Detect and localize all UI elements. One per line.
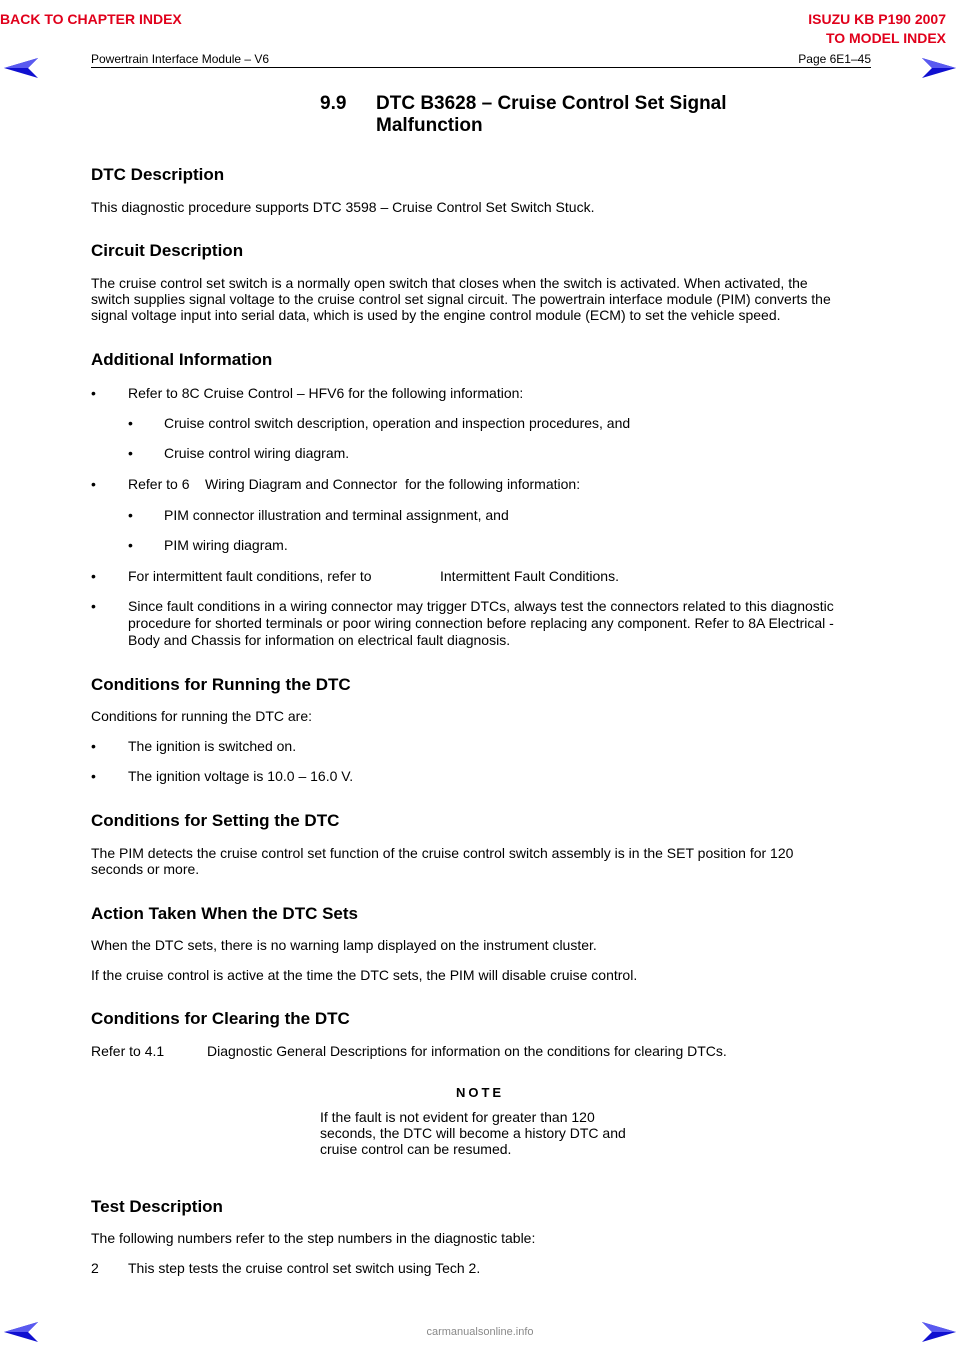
conditions-clearing-reference: Refer to 4.1 bbox=[91, 1043, 165, 1059]
heading-conditions-setting: Conditions for Setting the DTC bbox=[91, 811, 340, 830]
circuit-description-line: signal voltage input into serial data, which is used by the engine control module (ECM) to set the vehicle speed. bbox=[91, 307, 781, 323]
bullet-icon: • bbox=[128, 445, 133, 461]
circuit-description-line: The cruise control set switch is a normally open switch that closes when the switch is activated. When activated, the bbox=[91, 275, 808, 291]
header-right: Page 6E1–45 bbox=[798, 52, 871, 66]
page-title-line-2: Malfunction bbox=[376, 115, 483, 136]
additional-info-sub-bullet: Cruise control switch description, operation and inspection procedures, and bbox=[164, 415, 631, 431]
heading-additional-information: Additional Information bbox=[91, 350, 273, 369]
footer-watermark: carmanualsonline.info bbox=[426, 1326, 534, 1338]
heading-conditions-running: Conditions for Running the DTC bbox=[91, 675, 351, 694]
model-title-link[interactable]: ISUZU KB P190 2007 bbox=[808, 11, 946, 27]
additional-info-sub-bullet: PIM wiring diagram. bbox=[164, 537, 288, 553]
to-model-index-link[interactable]: TO MODEL INDEX bbox=[825, 30, 946, 46]
additional-info-sub-bullet: PIM connector illustration and terminal assignment, and bbox=[164, 507, 509, 523]
heading-action-taken: Action Taken When the DTC Sets bbox=[91, 904, 358, 923]
conditions-setting-line: The PIM detects the cruise control set function of the cruise control switch assembly is in the SET position for 120 bbox=[91, 845, 794, 861]
page-title-line-1: DTC B3628 – Cruise Control Set Signal bbox=[376, 93, 727, 114]
action-taken-text: When the DTC sets, there is no warning lamp displayed on the instrument cluster. bbox=[91, 937, 597, 953]
circuit-description-line: switch supplies signal voltage to the cruise control set signal circuit. The powertrain interface module (PIM) converts the bbox=[91, 291, 831, 307]
test-step-text: This step tests the cruise control set switch using Tech 2. bbox=[128, 1260, 481, 1276]
additional-info-bullet: Refer to 6 Wiring Diagram and Connector for the following information: bbox=[128, 476, 581, 492]
conditions-running-bullet: The ignition is switched on. bbox=[128, 738, 297, 754]
heading-dtc-description: DTC Description bbox=[91, 165, 225, 184]
bullet-icon: • bbox=[91, 768, 96, 784]
bullet-icon: • bbox=[91, 385, 96, 401]
intermittent-fault-conditions-reference: Intermittent Fault Conditions. bbox=[440, 568, 619, 584]
previous-page-arrow-icon[interactable] bbox=[4, 58, 38, 78]
conditions-clearing-text: Diagnostic General Descriptions for information on the conditions for clearing DTCs. bbox=[207, 1043, 727, 1059]
heading-conditions-clearing: Conditions for Clearing the DTC bbox=[91, 1009, 350, 1028]
conditions-running-intro: Conditions for running the DTC are: bbox=[91, 708, 312, 724]
header-left: Powertrain Interface Module – V6 bbox=[91, 52, 270, 66]
heading-circuit-description: Circuit Description bbox=[91, 241, 244, 260]
header-rule bbox=[91, 67, 871, 68]
bullet-icon: • bbox=[128, 507, 133, 523]
additional-info-bullet: Refer to 8C Cruise Control – HFV6 for the following information: bbox=[128, 385, 524, 401]
note-line: If the fault is not evident for greater than 120 bbox=[320, 1109, 595, 1125]
bullet-icon: • bbox=[91, 476, 96, 492]
next-page-arrow-icon[interactable] bbox=[922, 58, 956, 78]
conditions-running-bullet: The ignition voltage is 10.0 – 16.0 V. bbox=[128, 768, 354, 784]
note-line: cruise control can be resumed. bbox=[320, 1141, 512, 1157]
test-description-intro: The following numbers refer to the step numbers in the diagnostic table: bbox=[91, 1230, 536, 1246]
additional-info-bullet-line: Body and Chassis for information on electrical fault diagnosis. bbox=[128, 632, 511, 648]
back-to-chapter-index-link[interactable]: BACK TO CHAPTER INDEX bbox=[0, 11, 182, 27]
additional-info-bullet: For intermittent fault conditions, refer to bbox=[128, 568, 372, 584]
test-step-number: 2 bbox=[91, 1260, 99, 1276]
bullet-icon: • bbox=[91, 738, 96, 754]
note-heading: NOTE bbox=[455, 1085, 505, 1100]
dtc-description-text: This diagnostic procedure supports DTC 3598 – Cruise Control Set Switch Stuck. bbox=[91, 199, 595, 215]
heading-test-description: Test Description bbox=[91, 1197, 223, 1216]
additional-info-bullet-line: procedure for shorted terminals or poor wiring connection before replacing any component. Refer to 8A Electrical - bbox=[128, 615, 834, 631]
bullet-icon: • bbox=[91, 568, 96, 584]
additional-info-bullet-line: Since fault conditions in a wiring connector may trigger DTCs, always test the connectors related to this diagnostic bbox=[128, 598, 834, 614]
note-line: seconds, the DTC will become a history DTC and bbox=[320, 1125, 626, 1141]
section-number: 9.9 bbox=[320, 93, 347, 114]
action-taken-text: If the cruise control is active at the time the DTC sets, the PIM will disable cruise control. bbox=[91, 967, 638, 983]
conditions-setting-line: seconds or more. bbox=[91, 861, 200, 877]
bullet-icon: • bbox=[128, 415, 133, 431]
bullet-icon: • bbox=[128, 537, 133, 553]
bullet-icon: • bbox=[91, 598, 96, 614]
additional-info-sub-bullet: Cruise control wiring diagram. bbox=[164, 445, 350, 461]
